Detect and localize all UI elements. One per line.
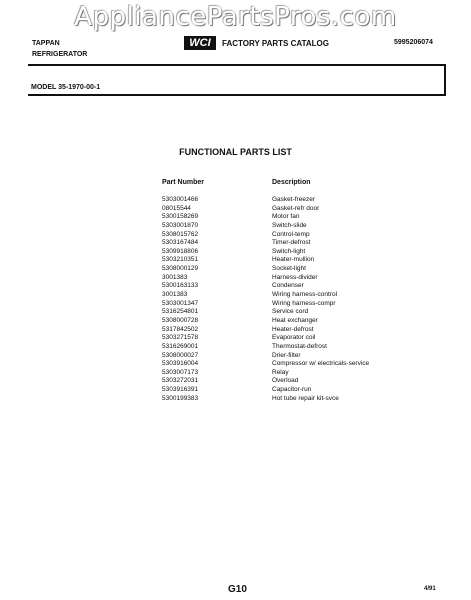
part-description: Heater-defrost <box>272 325 314 333</box>
part-description: Heat exchanger <box>272 316 318 324</box>
list-item <box>162 239 402 248</box>
part-number: 5300163133 <box>162 282 199 290</box>
part-number: 5303167484 <box>162 239 199 247</box>
part-number: 5303007173 <box>162 368 199 376</box>
list-item <box>162 386 402 395</box>
part-number: 5309918806 <box>162 247 199 255</box>
watermark-text: AppliancePartsPros.com <box>74 2 397 32</box>
part-description: Relay <box>272 368 289 376</box>
part-description: Switch-slide <box>272 221 307 229</box>
brand-name: TAPPAN <box>32 40 60 47</box>
list-item <box>162 369 402 378</box>
part-number: 3001383 <box>162 291 188 299</box>
part-number: 5303001466 <box>162 196 199 203</box>
part-number-header: Part Number <box>162 179 205 186</box>
part-description: Overload <box>272 377 299 385</box>
parts-list <box>162 196 402 403</box>
part-number: 5308000027 <box>162 351 199 359</box>
list-title: FUNCTIONAL PARTS LIST <box>179 147 292 157</box>
list-item <box>162 196 402 205</box>
list-item <box>162 352 402 361</box>
part-number: 5308000129 <box>162 265 199 273</box>
brand-block <box>32 38 87 60</box>
description-header: Description <box>272 179 311 186</box>
list-item <box>162 308 402 317</box>
part-number: 08015544 <box>162 204 191 212</box>
part-description: Condenser <box>272 282 304 290</box>
list-item <box>162 205 402 214</box>
part-description: Gasket-freezer <box>272 196 315 203</box>
part-number: 5303001870 <box>162 221 199 229</box>
part-number: 5303916004 <box>162 360 199 368</box>
part-number: 5303916391 <box>162 386 199 394</box>
list-item <box>162 377 402 386</box>
page-border-right <box>444 64 446 96</box>
part-description: Wiring harness-compr <box>272 299 336 307</box>
part-number: 5303272031 <box>162 377 199 385</box>
part-number: 5303210351 <box>162 256 199 264</box>
header-divider <box>28 64 446 66</box>
part-description: Heater-mullion <box>272 256 315 264</box>
product-category: REFRIGERATOR <box>32 51 88 58</box>
catalog-title: FACTORY PARTS CATALOG <box>222 39 329 48</box>
list-item <box>162 343 402 352</box>
list-item <box>162 213 402 222</box>
part-description: Timer-defrost <box>272 239 311 247</box>
wci-logo: WCI <box>184 36 216 50</box>
part-description: Compressor w/ electricals-service <box>272 360 370 368</box>
list-item <box>162 360 402 369</box>
list-item <box>162 282 402 291</box>
part-description: Socket-light <box>272 265 306 273</box>
list-item <box>162 317 402 326</box>
part-number: 5300199383 <box>162 394 199 402</box>
list-item <box>162 265 402 274</box>
part-description: Motor fan <box>272 213 300 221</box>
part-description: Control-temp <box>272 230 310 238</box>
list-item <box>162 300 402 309</box>
page-number: G10 <box>228 584 247 595</box>
model-underline <box>28 94 446 96</box>
part-description: Switch-light <box>272 247 306 255</box>
part-number: 5316269001 <box>162 342 199 350</box>
part-description: Harness-divider <box>272 273 318 281</box>
list-item <box>162 326 402 335</box>
part-description: Capacitor-run <box>272 386 312 394</box>
list-item <box>162 334 402 343</box>
part-description: Hot tube repair kit-svce <box>272 394 339 402</box>
list-item <box>162 395 402 404</box>
part-description: Service cord <box>272 308 309 316</box>
catalog-number: 5995206074 <box>394 39 433 46</box>
part-number: 5317842502 <box>162 325 199 333</box>
list-item <box>162 222 402 231</box>
list-item <box>162 256 402 265</box>
part-description: Evaporator coil <box>272 334 316 342</box>
part-number: 5316254801 <box>162 308 199 316</box>
list-item <box>162 291 402 300</box>
part-number: 5303001347 <box>162 299 199 307</box>
part-description: Drier-filter <box>272 351 301 359</box>
revision-date: 4/91 <box>424 586 436 592</box>
list-item <box>162 231 402 240</box>
part-description: Thermostat-defrost <box>272 342 327 350</box>
model-number: MODEL 35-1970-00-1 <box>31 84 101 91</box>
part-description: Wiring harness-control <box>272 291 338 299</box>
list-item <box>162 274 402 283</box>
part-number: 5308000728 <box>162 316 199 324</box>
part-number: 5308015762 <box>162 230 199 238</box>
part-number: 5300158269 <box>162 213 199 221</box>
part-description: Gasket-refr door <box>272 204 320 212</box>
list-item <box>162 248 402 257</box>
part-number: 3001383 <box>162 273 188 281</box>
part-number: 5303271578 <box>162 334 199 342</box>
